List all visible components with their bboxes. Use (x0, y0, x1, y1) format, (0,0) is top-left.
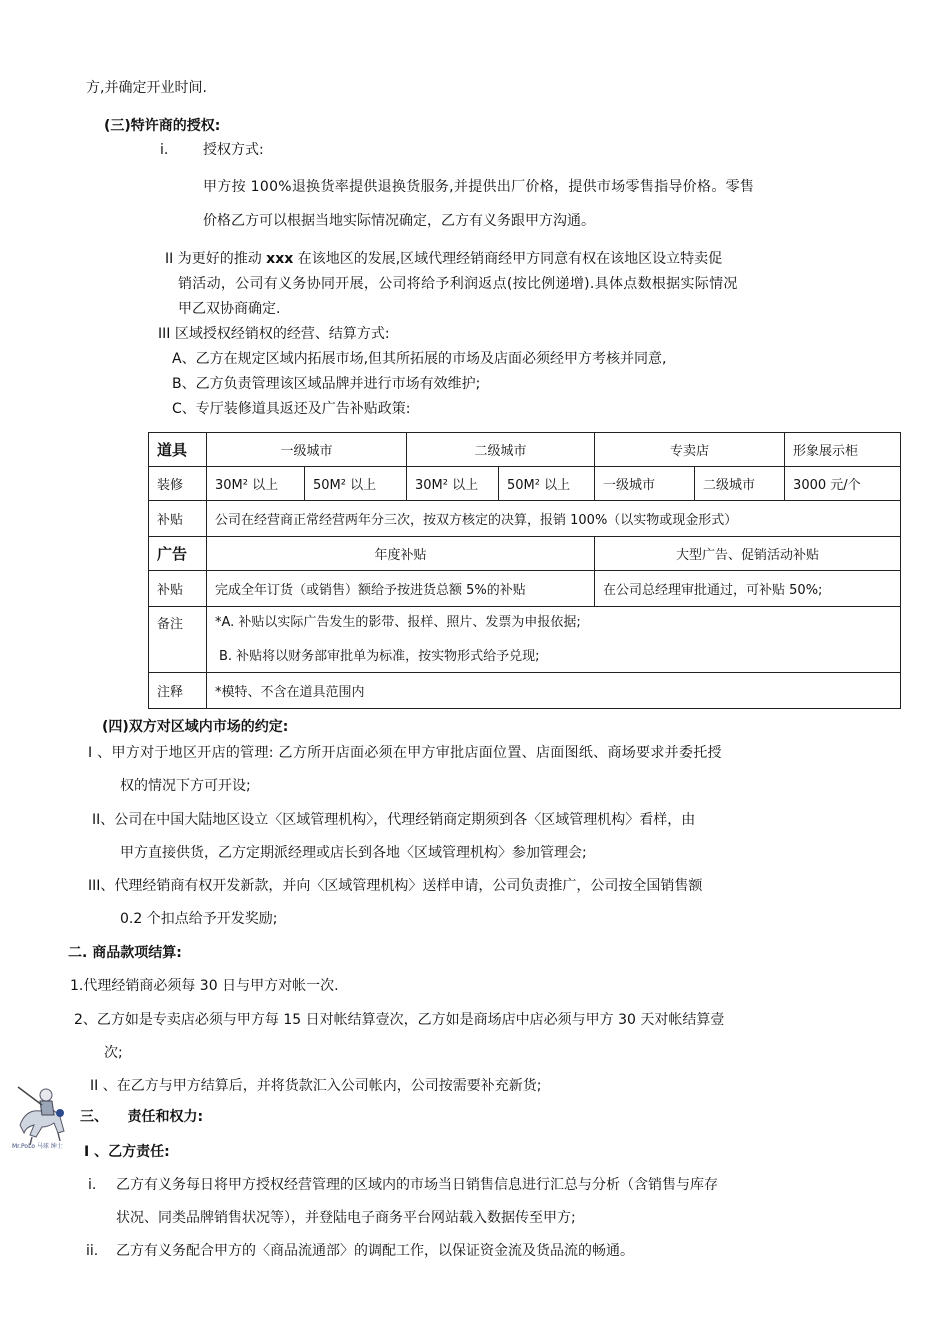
paragraph-line: III 区域授权经销权的经营、结算方式: (158, 326, 390, 342)
subsidy-table (148, 432, 901, 709)
paragraph-line: 0.2 个扣点给予开发奖励; (120, 911, 278, 927)
paragraph-line: C、专厅装修道具返还及广告补贴政策: (172, 401, 411, 417)
table-cell: 一级城市 (207, 433, 407, 467)
note-line: *A. 补贴以实际广告发生的影带、报样、照片、发票为申报依据; (215, 615, 581, 630)
table-cell: 大型广告、促销活动补贴 (595, 537, 901, 571)
table-cell: 补贴 (149, 501, 207, 537)
table-cell: 30M² 以上 (407, 467, 499, 501)
table-cell: 50M² 以上 (305, 467, 407, 501)
table-cell: 3000 元/个 (785, 467, 901, 501)
sub-heading: I 、乙方责任: (84, 1144, 170, 1160)
paragraph-line: 2、乙方如是专卖店必须与甲方每 15 日对帐结算壹次，乙方如是商场店中店必须与甲方 30 天对帐结算壹 (74, 1012, 725, 1028)
table-cell: 专卖店 (595, 433, 785, 467)
logo-text: Mr.PoLo 马球 绅士 (12, 1143, 63, 1150)
table-cell: 公司在经营商正常经营两年分三次，按双方核定的决算，报销 100%（以实物或现金形式） (207, 501, 901, 537)
text-line: 方,并确定开业时间. (86, 80, 207, 96)
table-cell: 补贴 (149, 571, 207, 607)
table-cell (207, 607, 901, 673)
paragraph-line: B、乙方负责管理该区域品牌并进行市场有效维护; (172, 376, 481, 392)
brand-logo (12, 1075, 74, 1155)
section-heading: (四)双方对区域内市场的约定: (102, 719, 289, 735)
table-cell: 广告 (149, 537, 207, 571)
section-heading: 二. 商品款项结算: (68, 945, 182, 961)
placeholder-xxx: xxx (266, 251, 294, 267)
paragraph-line: 状况、同类品牌销售状况等），并登陆电子商务平台网站载入数据传至甲方; (116, 1210, 576, 1226)
paragraph-line: 甲方直接供货，乙方定期派经理或店长到各地〈区域管理机构〉参加管理会; (120, 845, 587, 861)
table-cell: *模特、不含在道具范围内 (207, 673, 901, 709)
paragraph-line: 乙方有义务每日将甲方授权经营管理的区域内的市场当日销售信息进行汇总与分析（含销售与库存 (116, 1177, 718, 1193)
paragraph-line: II 、在乙方与甲方结算后，并将货款汇入公司帐内，公司按需要补充新货; (90, 1078, 542, 1094)
paragraph-line: 权的情况下方可开设; (120, 778, 251, 794)
section-heading: (三)特许商的授权: (104, 118, 221, 134)
table-cell: 在公司总经理审批通过，可补贴 50%; (595, 571, 901, 607)
table-cell: 一级城市 (595, 467, 695, 501)
paragraph-line: 销活动，公司有义务协同开展，公司将给予利润返点(按比例递增).具体点数根据实际情况 (178, 276, 738, 292)
table-cell: 完成全年订货（或销售）额给予按进货总额 5%的补贴 (207, 571, 595, 607)
table-cell: 道具 (149, 433, 207, 467)
paragraph-line: III、代理经销商有权开发新款，并向〈区域管理机构〉送样申请，公司负责推广，公司按全国销售额 (88, 878, 703, 894)
note-line: B. 补贴将以财务部审批单为标准，按实物形式给予兑现; (219, 649, 540, 664)
paragraph-line: II、公司在中国大陆地区设立〈区域管理机构〉，代理经销商定期须到各〈区域管理机构〉看样，由 (92, 812, 696, 828)
table-cell: 形象展示柜 (785, 433, 901, 467)
item-title: 授权方式: (203, 142, 264, 158)
table-cell: 注释 (149, 673, 207, 709)
table-cell: 30M² 以上 (207, 467, 305, 501)
table-cell: 备注 (149, 607, 207, 673)
list-marker: i. (160, 142, 169, 158)
table-cell: 50M² 以上 (499, 467, 595, 501)
list-marker: i. (88, 1177, 97, 1193)
paragraph-line: 次; (104, 1045, 123, 1061)
section-heading: 三、 责任和权力: (80, 1109, 204, 1125)
paragraph-line: 甲方按 100%退换货率提供退换货服务,并提供出厂价格，提供市场零售指导价格。零售 (203, 179, 755, 195)
paragraph-line: 1.代理经销商必须每 30 日与甲方对帐一次. (70, 978, 339, 994)
table-cell: 年度补贴 (207, 537, 595, 571)
paragraph-line: 乙方有义务配合甲方的〈商品流通部〉的调配工作，以保证资金流及货品流的畅通。 (116, 1243, 634, 1259)
table-cell: 装修 (149, 467, 207, 501)
paragraph-line: I 、甲方对于地区开店的管理: 乙方所开店面必须在甲方审批店面位置、店面图纸、商场要求并委托授 (88, 745, 722, 761)
table-cell: 二级城市 (407, 433, 595, 467)
list-marker: ii. (86, 1243, 99, 1259)
paragraph-line: A、乙方在规定区域内拓展市场,但其所拓展的市场及店面必须经甲方考核并同意, (172, 351, 667, 367)
paragraph-line: 价格乙方可以根据当地实际情况确定，乙方有义务跟甲方沟通。 (203, 213, 595, 229)
table-cell: 二级城市 (695, 467, 785, 501)
paragraph-line: II 为更好的推动 xxx 在该地区的发展,区域代理经销商经甲方同意有权在该地区设立特卖促 (165, 251, 723, 267)
paragraph-line: 甲乙双协商确定. (178, 301, 281, 317)
